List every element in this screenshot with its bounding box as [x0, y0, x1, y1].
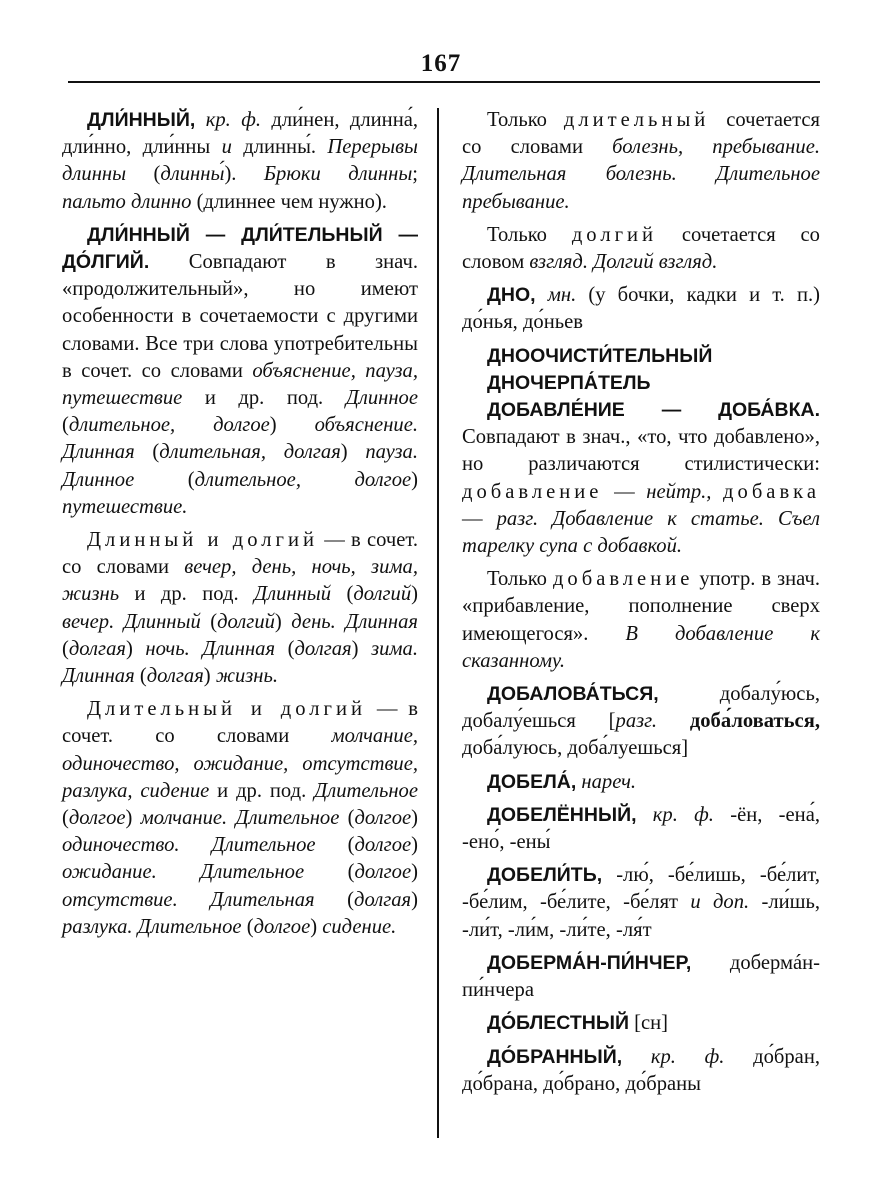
- entry-doberman-pincher: ДОБЕРМА́Н-ПИ́НЧЕР, добермáн-пи́нчера: [462, 951, 820, 1002]
- entry-dno: ДНО, мн. (у бочки, кадки и т. п.) до́нья, до́ньев: [462, 284, 820, 334]
- entry-headword: ДОБЕЛА́,: [487, 770, 577, 793]
- entry-headword: ДО́БРАННЫЙ,: [487, 1045, 623, 1068]
- right-column: [462, 107, 820, 1104]
- usage-dlinny-dolgiy: Длинный и долгий — в сочет. со словами вечер, день, ночь, зима, жизнь и др. под. Длинный (долгий) вечер. Длинный (долгий) день. Длинная (долгая) ночь. Длинная (долгая) зима. Длинная (долгая) жизнь.: [62, 529, 418, 688]
- entry-headword: ДОБАВЛЕ́НИЕ — ДОБА́ВКА.: [487, 399, 820, 422]
- entry-headword: ДОБАЛОВА́ТЬСЯ,: [487, 683, 659, 706]
- entry-dobavlenie-dobavka: ДОБАВЛЕ́НИЕ — ДОБА́ВКА. Совпадают в знач., «то, что добавлено», но различаются стилистически: добавление — нейтр., добавка — разг. Добавление к статье. Съел тарелку супа с добавкой.: [462, 399, 821, 558]
- entry-headword: ДНООЧИСТИ́ТЕЛЬНЫЙ: [487, 344, 713, 367]
- entry-dobelit: ДОБЕЛИ́ТЬ, -лю́, -бе́лишь, -бе́лит, -бе́лим, -бе́лите, -бе́лят и доп. -ли́шь, -ли́т, -ли́м, -ли́те, -ля́т: [462, 864, 821, 941]
- entry-headword: ДЛИ́ННЫЙ,: [87, 109, 196, 131]
- entry-doblestny: ДО́БЛЕСТНЫЙ [сн]: [487, 1012, 669, 1035]
- usage-dolgiy: Только долгий сочетается со словом взгляд. Долгий взгляд.: [462, 223, 820, 274]
- entry-dobelenny: ДОБЕЛЁННЫЙ, кр. ф. -ён, -ена́, -ено́, -ены́: [462, 803, 820, 854]
- entry-dnocherpatel: [462, 370, 820, 397]
- entry-dlinny: ДЛИ́ННЫЙ, кр. ф. дли́нен, длинна́, дли́нно, дли́нны и длинны́. Перерывы длинны (длинны́). Брюки длинны; пальто длинно (длиннее чем нужно).: [62, 109, 419, 213]
- entry-dobela: ДОБЕЛА́, нареч.: [487, 770, 637, 793]
- entry-headword: ДОБЕРМА́Н-ПИ́НЧЕР,: [487, 951, 692, 974]
- usage-dlitelny-dolgiy: Длительный и долгий — в сочет. со словами молчание, одиночество, ожидание, отсутствие, разлука, сидение и др. под. Длительное (долгое) молчание. Длительное (долгое) одиночество. Длительное (долгое) ожидание. Длительное (долгое) отсутствие. Длительная (долгая) разлука. Длительное (долгое) сидение.: [62, 698, 418, 938]
- left-column: [62, 107, 418, 947]
- entry-dnoochistitelny: [462, 343, 820, 370]
- entry-headword: ДНО,: [487, 284, 536, 307]
- entry-headword: ДО́БЛЕСТНЫЙ: [487, 1012, 629, 1035]
- page-number: 167: [420, 50, 462, 77]
- header-rule: [68, 81, 820, 83]
- usage-dlitelny: Только длительный сочетается со словами болезнь, пребывание. Длительная болезнь. Длительное пребывание.: [462, 109, 820, 213]
- entry-headword: ДНОЧЕРПА́ТЕЛЬ: [487, 371, 651, 394]
- entry-headword: ДОБЕЛЁННЫЙ,: [487, 803, 637, 826]
- entry-dlinny-dlitelny-dolgiy: ДЛИ́ННЫЙ — ДЛИ́ТЕЛЬНЫЙ — ДО́ЛГИЙ. Совпадают в знач. «продолжительный», но имеют особенности в сочетаемости с другими словами. Все три слова употребительны в сочет. со словами объяснение, пауза, путешествие и др. под. Длинное (длительное, долгое) объяснение. Длинная (длительная, долгая) пауза. Длинное (длительное, долгое) путешествие.: [62, 223, 418, 518]
- entry-dobranny: ДО́БРАННЫЙ, кр. ф. до́бран, до́брана, до́брано, до́браны: [462, 1045, 820, 1095]
- entry-headword: ДЛИ́ННЫЙ — ДЛИ́ТЕЛЬНЫЙ — ДО́ЛГИЙ.: [62, 223, 418, 274]
- entry-dobalovatsya: ДОБАЛОВА́ТЬСЯ, добалу́юсь, добалу́ешься [разг. доба́ловаться, доба́луюсь, доба́луешься]: [462, 683, 820, 760]
- entry-headword: ДОБЕЛИ́ТЬ,: [487, 864, 603, 887]
- usage-dobavlenie: Только добавление употр. в знач. «прибавление, пополнение сверх имеющегося». В добавление к сказанному.: [462, 568, 820, 672]
- column-divider: [437, 108, 439, 1138]
